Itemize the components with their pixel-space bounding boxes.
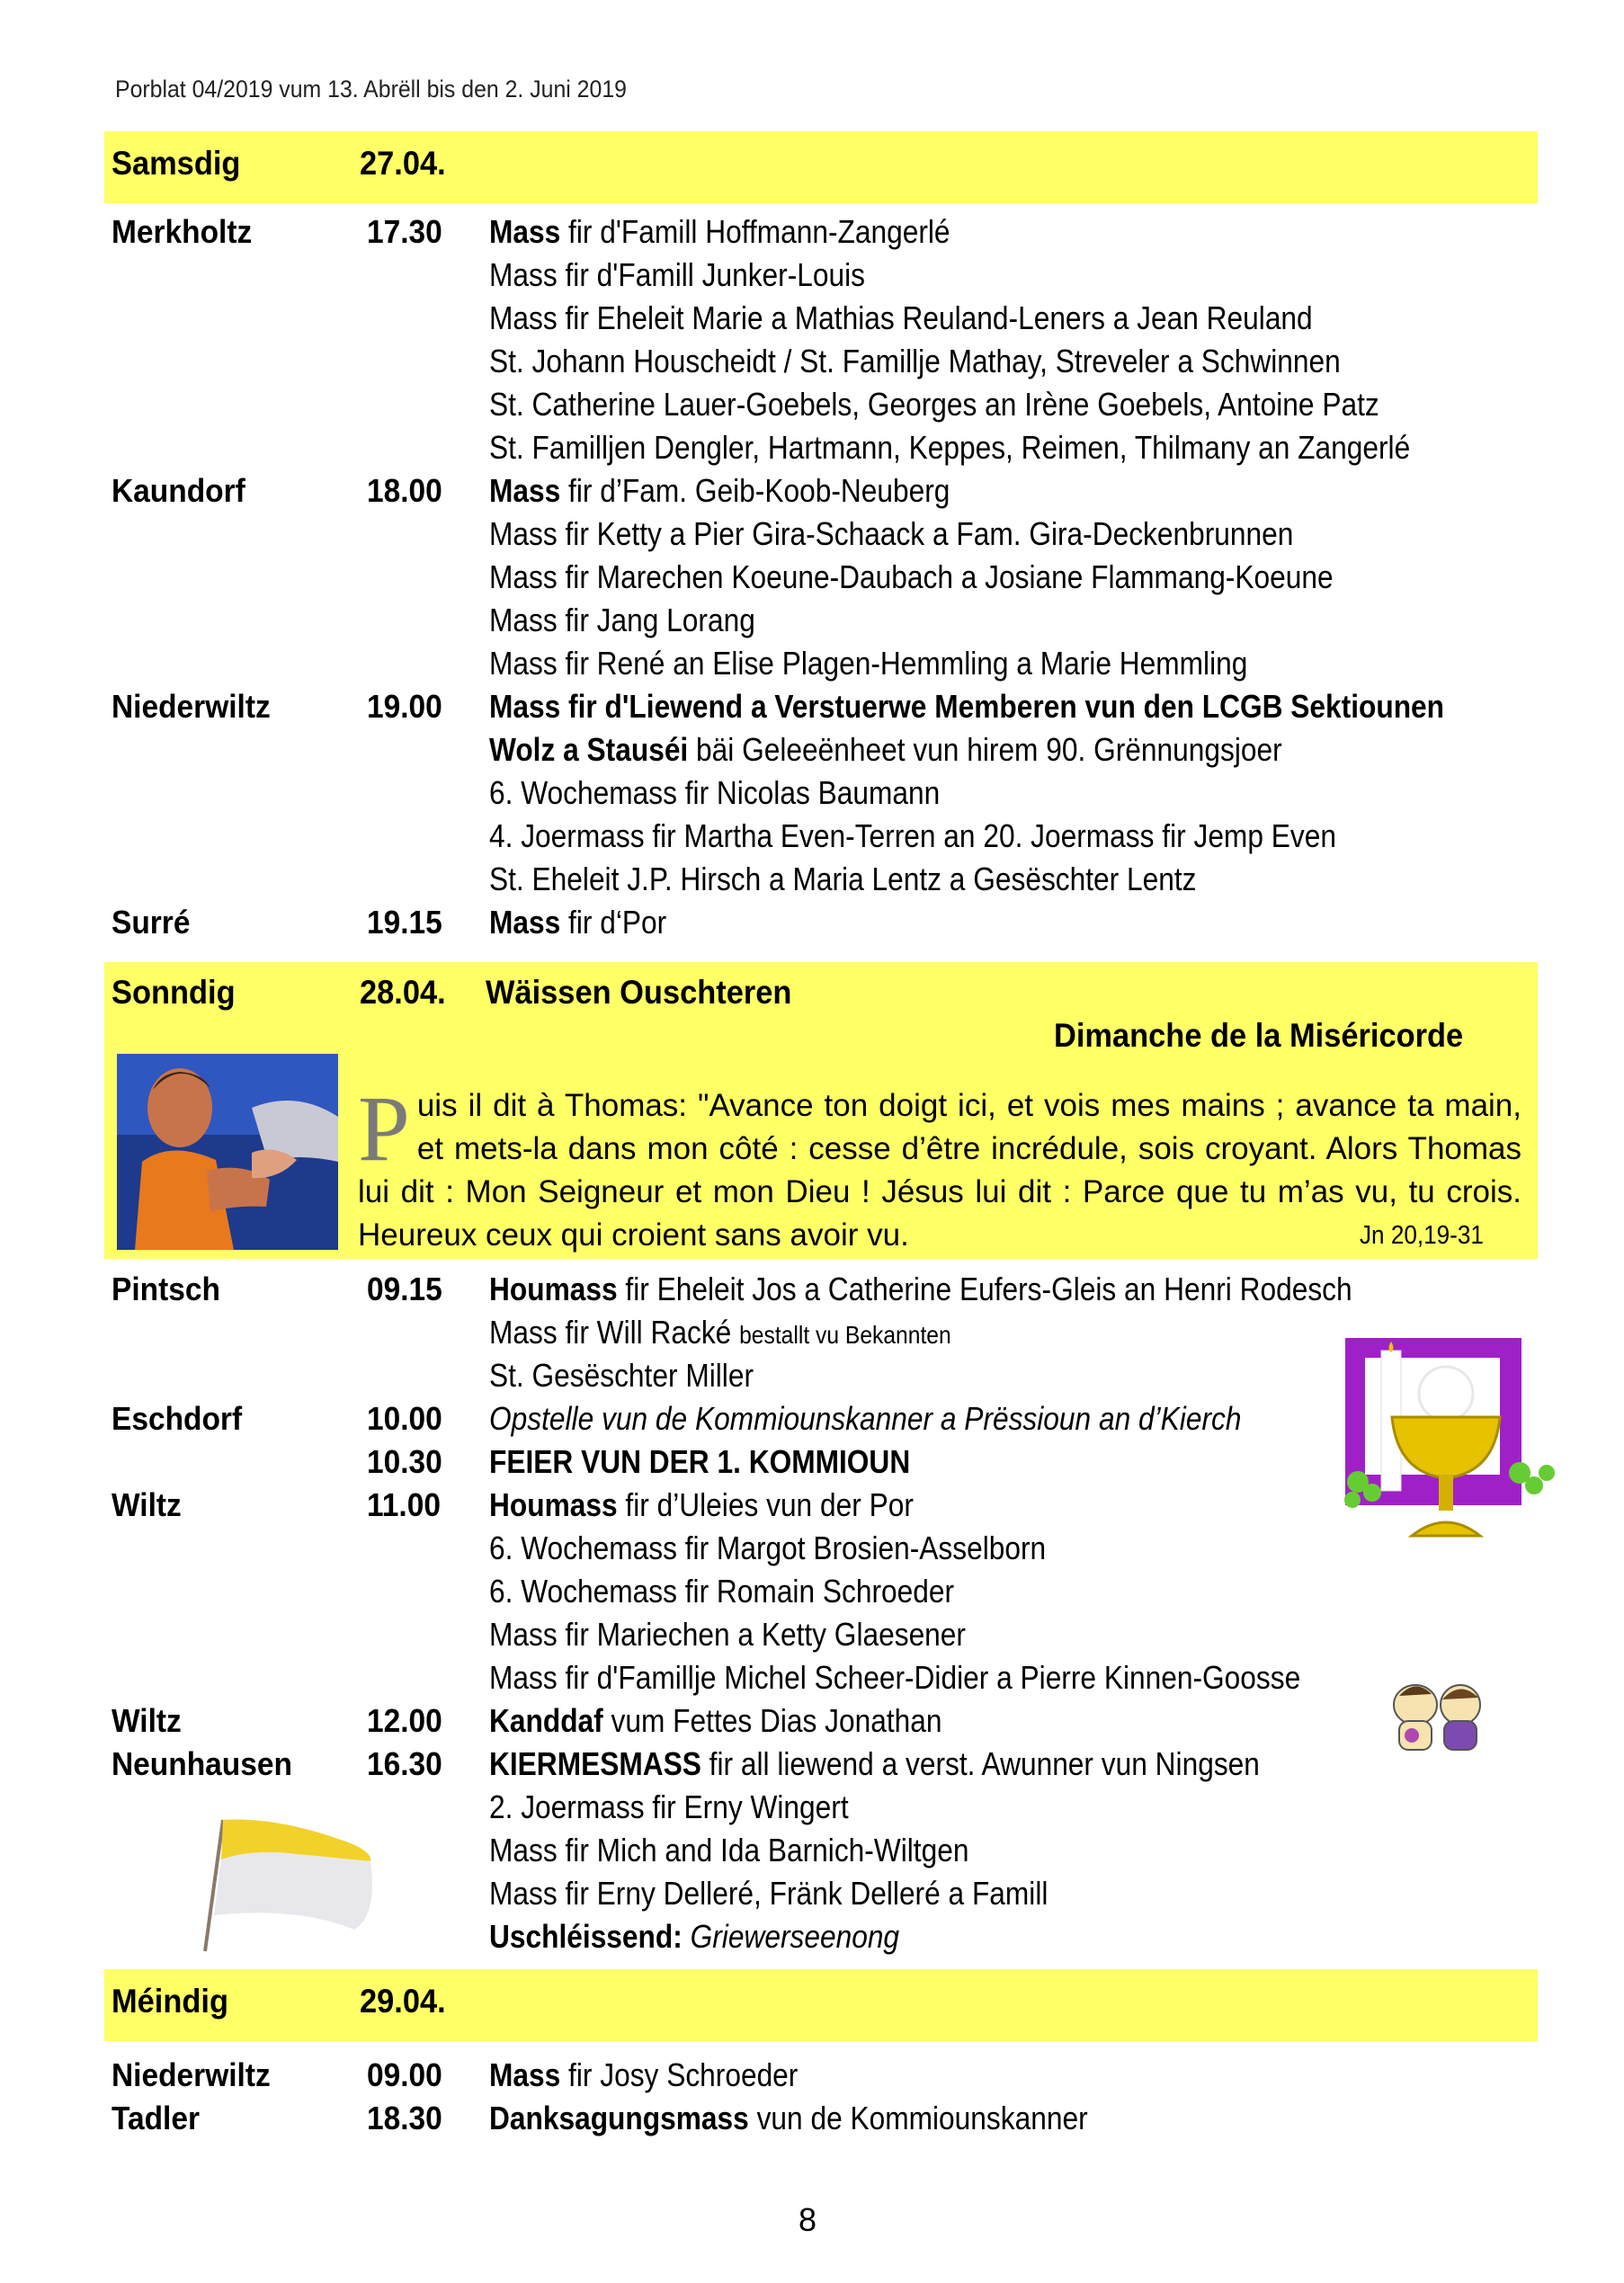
mass-intention	[489, 728, 1282, 771]
intention-text: St. Familljen Dengler, Hartmann, Keppes, Reimen, Thilmany an Zangerlé	[489, 429, 1411, 466]
intention-text: 4. Joermass fir Martha Even-Terren an 20. Joermass fir Jemp Even	[489, 817, 1336, 854]
intention-text: Mass fir Mich and Ida Barnich-Wiltgen	[489, 1832, 969, 1868]
feast-subtitle: Dimanche de la Miséricorde	[1054, 1017, 1464, 1054]
mass-intention	[489, 1397, 1241, 1440]
gospel-quote	[358, 1077, 1521, 1257]
mass-intention	[489, 642, 1247, 685]
day-band-monday	[104, 1969, 1538, 2041]
mass-intention	[489, 1656, 1300, 1699]
mass-intention	[489, 815, 1336, 858]
schedule-row	[0, 556, 1624, 599]
intention-text: Mass fir Mariechen a Ketty Glaesener	[489, 1616, 966, 1653]
quote-reference: Jn 20,19-31	[1360, 1221, 1484, 1250]
intention-text: Mass fir Marechen Koeune-Daubach a Josiane Flammang-Koeune	[489, 558, 1334, 595]
mass-intention	[489, 254, 865, 297]
place-name: Wiltz	[112, 1702, 182, 1739]
baptism-children-illustration	[1385, 1672, 1493, 1753]
mass-intention	[489, 383, 1379, 426]
place-name: Pintsch	[112, 1271, 220, 1307]
mass-intention	[489, 340, 1341, 383]
intention-text: vum Fettes Dias Jonathan	[602, 1702, 942, 1739]
schedule-row	[0, 599, 1624, 642]
mass-intention	[489, 1484, 914, 1527]
place-name: Niederwiltz	[112, 2056, 271, 2093]
mass-type: Houmass	[489, 1271, 618, 1307]
mass-intention	[489, 685, 1444, 728]
schedule-row	[0, 513, 1624, 556]
schedule-row	[0, 2097, 1624, 2140]
mass-intention	[489, 858, 1197, 901]
intention-text: Mass fir Jang Lorang	[489, 602, 755, 638]
communion-chalice-illustration	[1340, 1338, 1556, 1550]
mass-intention	[489, 771, 940, 815]
mass-type: Mass	[489, 2056, 561, 2093]
day-date: 28.04.	[360, 974, 446, 1011]
mass-intention	[489, 1440, 910, 1484]
intention-text: Mass fir Will Racké	[489, 1314, 740, 1351]
schedule-row	[0, 815, 1624, 858]
intention-note: bestallt vu Bekannten	[739, 1321, 951, 1349]
day-label: Samsdig	[112, 145, 241, 182]
place-name: Kaundorf	[112, 472, 245, 509]
schedule-row	[0, 1743, 1624, 1786]
mass-time: 10.30	[367, 1443, 442, 1480]
mass-time: 19.00	[367, 688, 442, 725]
mass-time: 16.30	[367, 1745, 442, 1782]
intention-text: St. Gesëschter Miller	[489, 1357, 754, 1394]
intention-text: fir d’Uleies vun der Por	[617, 1486, 914, 1523]
schedule-row	[0, 685, 1624, 728]
intention-text: bäi Geleeënheet vun hirem 90. Grënnungsjoer	[688, 731, 1282, 768]
mass-time: 18.00	[367, 472, 442, 509]
page-header: Porblat 04/2019 vum 13. Abrëll bis den 2. Juni 2019	[115, 76, 627, 103]
schedule-row	[0, 1613, 1624, 1656]
day-date: 29.04.	[360, 1983, 446, 2020]
mass-intention	[489, 1268, 1352, 1311]
intention-text: Mass fir Erny Delleré, Fränk Delleré a Famill	[489, 1875, 1048, 1912]
mass-time: 09.15	[367, 1271, 442, 1307]
intention-italic: Opstelle vun de Kommiounskanner a Prëssioun an d’Kierch	[489, 1400, 1242, 1437]
intention-text: fir Josy Schroeder	[560, 2056, 799, 2093]
intention-text: Mass fir Eheleit Marie a Mathias Reuland-Leners a Jean Reuland	[489, 299, 1313, 336]
thomas-illustration	[117, 1054, 338, 1250]
mass-intention	[489, 513, 1293, 556]
intention-text: 6. Wochemass fir Margot Brosien-Asselborn	[489, 1529, 1047, 1566]
schedule-row	[0, 728, 1624, 771]
mass-intention	[489, 2054, 798, 2097]
mass-intention	[489, 2097, 1088, 2140]
mass-intention	[489, 599, 755, 642]
day-date: 27.04.	[360, 145, 446, 182]
place-name: Niederwiltz	[112, 688, 271, 725]
mass-type: Uschléissend:	[489, 1918, 691, 1955]
page-number: 8	[799, 2201, 817, 2238]
schedule-row	[0, 858, 1624, 901]
schedule-row	[0, 210, 1624, 254]
dropcap: P	[358, 1077, 410, 1181]
mass-intention	[489, 297, 1313, 340]
mass-intention	[489, 1311, 951, 1357]
mass-type: FEIER VUN DER 1. KOMMIOUN	[489, 1443, 911, 1480]
place-name: Eschdorf	[112, 1400, 243, 1437]
mass-time: 10.00	[367, 1400, 442, 1437]
schedule-row	[0, 901, 1624, 944]
mass-intention	[489, 210, 950, 254]
intention-text: fir d’Fam. Geib-Koob-Neuberg	[560, 472, 950, 509]
mass-time: 09.00	[367, 2056, 442, 2093]
mass-intention	[489, 426, 1410, 469]
feast-title: Wäissen Ouschteren	[486, 974, 792, 1011]
mass-type: Danksagungsmass	[489, 2100, 749, 2136]
mass-time: 11.00	[367, 1486, 441, 1523]
schedule-row	[0, 642, 1624, 685]
papal-flag-illustration	[162, 1807, 387, 1969]
schedule-row	[0, 2054, 1624, 2097]
place-name: Merkholtz	[112, 213, 253, 250]
mass-time: 17.30	[367, 213, 442, 250]
intention-text: Mass fir d'Famill Junker-Louis	[489, 256, 865, 293]
mass-type: Mass fir d'Liewend a Verstuerwe Memberen vun den LCGB Sektiounen	[489, 688, 1445, 725]
intention-text: 6. Wochemass fir Romain Schroeder	[489, 1573, 955, 1610]
intention-text: 6. Wochemass fir Nicolas Baumann	[489, 774, 941, 811]
intention-text: fir d‘Por	[560, 904, 667, 941]
intention-text: St. Catherine Lauer-Goebels, Georges an Irène Goebels, Antoine Patz	[489, 386, 1379, 423]
schedule-row	[0, 1570, 1624, 1613]
intention-text: fir Eheleit Jos a Catherine Eufers-Gleis an Henri Rodesch	[617, 1271, 1352, 1307]
mass-intention	[489, 1527, 1046, 1570]
intention-text: Mass fir d'Famillje Michel Scheer-Didier a Pierre Kinnen-Goosse	[489, 1659, 1301, 1696]
mass-type: KIERMESMASS	[489, 1745, 701, 1782]
intention-text: Mass fir Ketty a Pier Gira-Schaack a Fam. Gira-Deckenbrunnen	[489, 515, 1294, 552]
place-name: Neunhausen	[112, 1745, 292, 1782]
intention-text: fir all liewend a verst. Awunner vun Ningsen	[700, 1745, 1260, 1782]
schedule-row	[0, 1268, 1624, 1311]
intention-text: Mass fir René an Elise Plagen-Hemmling a Marie Hemmling	[489, 645, 1248, 682]
mass-type: Houmass	[489, 1486, 618, 1523]
mass-intention	[489, 1613, 966, 1656]
mass-intention	[489, 1872, 1048, 1915]
schedule-row	[0, 1656, 1624, 1699]
mass-intention	[489, 1829, 968, 1872]
schedule-row	[0, 469, 1624, 513]
mass-type: Mass	[489, 904, 561, 941]
quote-text: uis il dit à Thomas: "Avance ton doigt ici, et vois mes mains ; avance ta main, et mets-la dans mon côté : cesse d’être incrédule, sois croyant. Alors Thomas lui dit : Mon Seigneur et mon Dieu ! Jésus lui dit : Parce que tu m’as vu, tu crois. Heureux ceux qui croient sans avoir vu.	[358, 1088, 1521, 1253]
schedule-row	[0, 426, 1624, 469]
schedule-row	[0, 383, 1624, 426]
mass-time: 18.30	[367, 2100, 442, 2136]
mass-intention	[489, 1570, 954, 1613]
schedule-row	[0, 340, 1624, 383]
day-band-saturday	[104, 131, 1538, 203]
day-label: Méindig	[112, 1983, 228, 2020]
intention-text: vun de Kommiounskanner	[748, 2100, 1088, 2136]
mass-intention	[489, 1699, 942, 1743]
mass-time: 19.15	[367, 904, 442, 941]
place-name: Tadler	[112, 2100, 200, 2136]
mass-intention	[489, 1354, 754, 1397]
intention-text: fir d'Famill Hoffmann-Zangerlé	[560, 213, 950, 250]
mass-type: Mass	[489, 213, 561, 250]
mass-intention	[489, 1743, 1260, 1786]
mass-intention	[489, 1786, 849, 1829]
mass-intention	[489, 901, 666, 944]
schedule-row	[0, 297, 1624, 340]
intention-italic: Griewerseenong	[690, 1918, 900, 1955]
place-name: Surré	[112, 904, 191, 941]
schedule-row	[0, 254, 1624, 297]
schedule-row	[0, 771, 1624, 815]
intention-text: St. Johann Houscheidt / St. Famillje Mathay, Streveler a Schwinnen	[489, 343, 1341, 379]
place-name: Wiltz	[112, 1486, 182, 1523]
mass-time: 12.00	[367, 1702, 442, 1739]
intention-text: St. Eheleit J.P. Hirsch a Maria Lentz a Gesëschter Lentz	[489, 861, 1197, 897]
mass-type: Wolz a Stauséi	[489, 731, 689, 768]
schedule-row	[0, 1699, 1624, 1743]
mass-intention	[489, 1915, 899, 1958]
mass-intention	[489, 469, 950, 513]
mass-type: Mass	[489, 472, 561, 509]
day-label: Sonndig	[112, 974, 236, 1011]
intention-text: 2. Joermass fir Erny Wingert	[489, 1788, 849, 1825]
mass-type: Kanddaf	[489, 1702, 603, 1739]
mass-intention	[489, 556, 1334, 599]
